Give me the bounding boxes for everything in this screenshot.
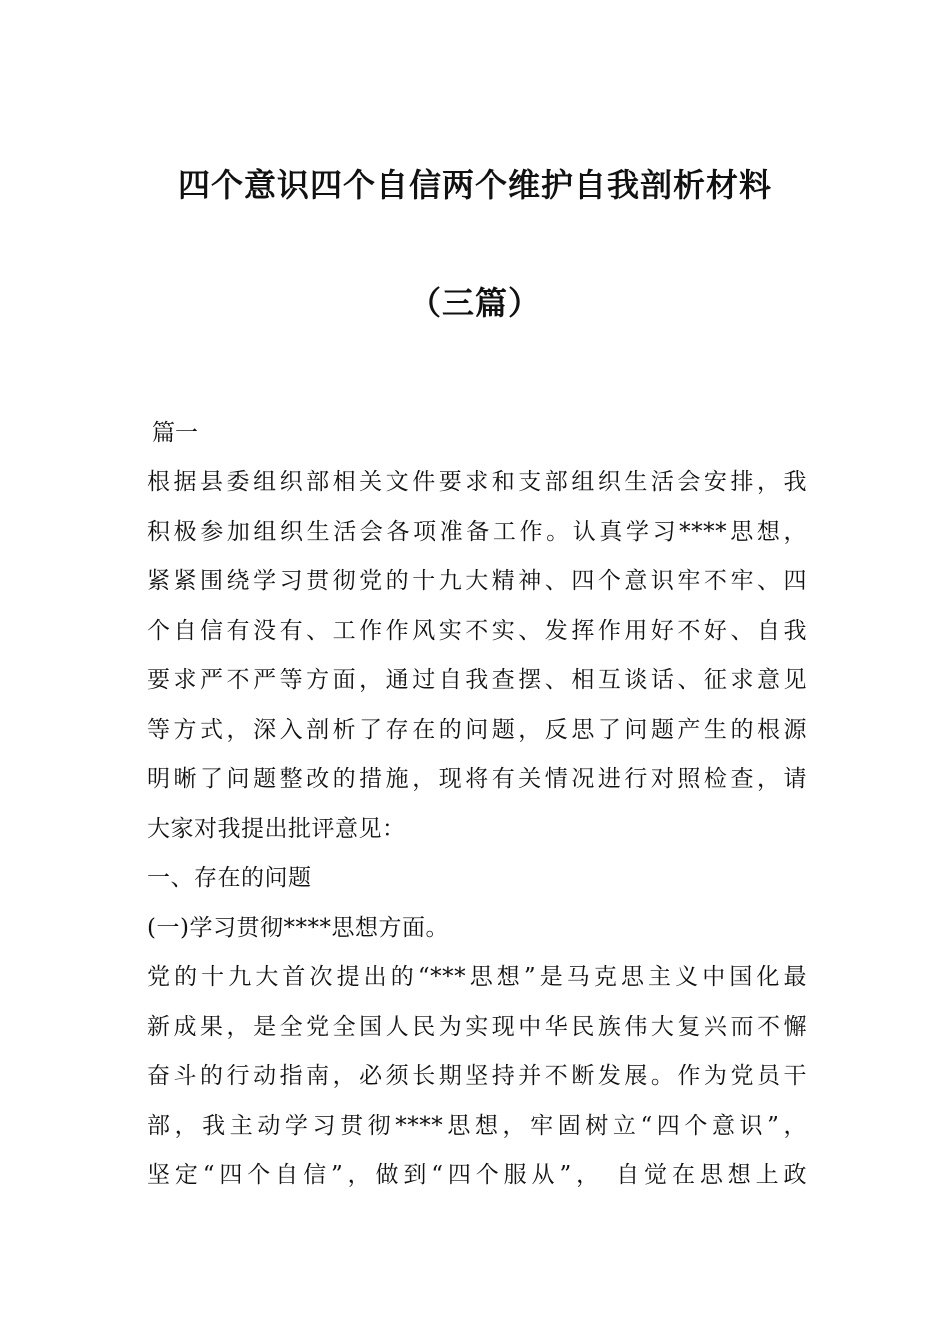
body-line: 大家对我提出批评意见： — [147, 815, 406, 842]
document-title: 四个意识四个自信两个维护自我剖析材料 — [177, 166, 772, 204]
document-subtitle: （三篇） — [408, 284, 541, 322]
body-line: 党的十九大首次提出的“***思想”是马克思主义中国化最 — [147, 964, 807, 990]
body-line: 积极参加组织生活会各项准备工作。认真学习****思想， — [147, 518, 807, 545]
body-line: 根据县委组织部相关文件要求和支部组织生活会安排，我 — [147, 469, 807, 495]
body-line: 部，我主动学习贯彻****思想，牢固树立“四个意识”， — [147, 1112, 807, 1139]
body-line: 个自信有没有、工作作风实不实、发挥作用好不好、自我 — [147, 617, 807, 644]
body-line: 坚定“四个自信”，做到“四个服从”， 自觉在思想上政 — [147, 1162, 807, 1188]
body-line: 奋斗的行动指南，必须长期坚持并不断发展。作为党员干 — [147, 1063, 807, 1089]
section-label: 篇一 — [152, 420, 198, 446]
body-line: 新成果，是全党全国人民为实现中华民族伟大复兴而不懈 — [147, 1013, 807, 1040]
body-line: 等方式，深入剖析了存在的问题，反思了问题产生的根源 — [147, 716, 807, 743]
body-line: 紧紧围绕学习贯彻党的十九大精神、四个意识牢不牢、四 — [147, 568, 807, 594]
body-line: 要求严不严等方面，通过自我查摆、相互谈话、征求意见 — [147, 667, 807, 693]
section-heading: 一、存在的问题 — [147, 865, 312, 891]
subsection-heading: (一)学习贯彻****思想方面。 — [147, 914, 449, 941]
document-body — [147, 458, 807, 1201]
body-line: 明晰了问题整改的措施，现将有关情况进行对照检查，请 — [147, 766, 807, 792]
